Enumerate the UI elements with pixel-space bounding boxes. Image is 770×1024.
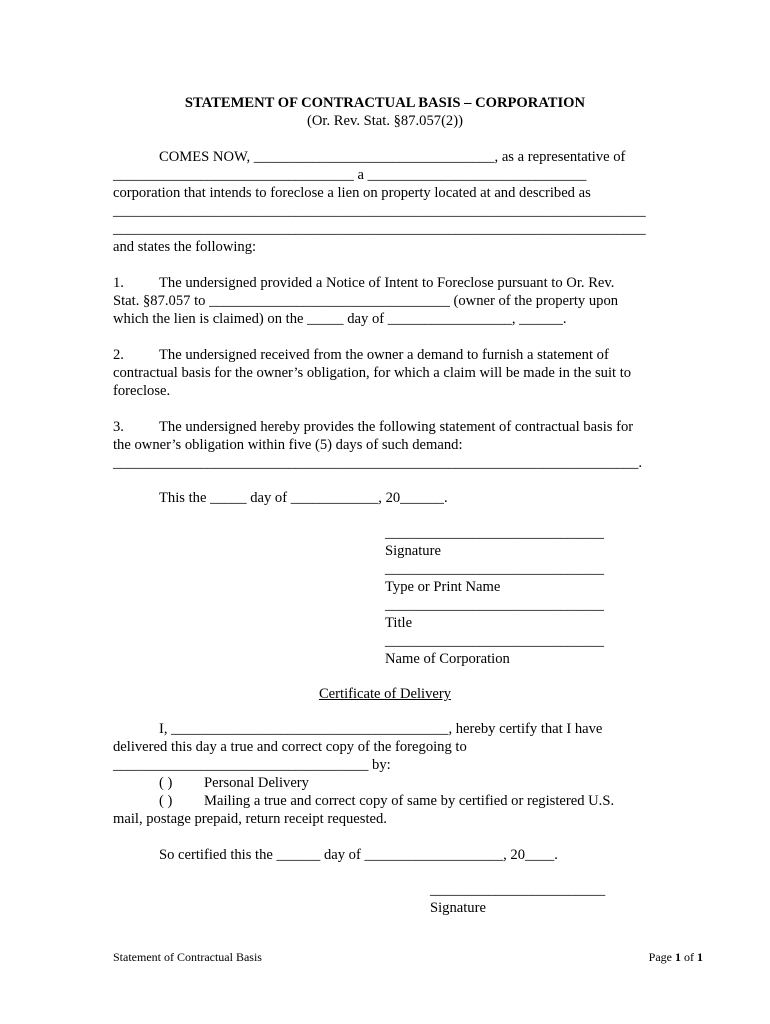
certificate-line-3: ___________________________________ by: bbox=[113, 757, 391, 773]
dated-line: This the _____ day of ____________, 20______. bbox=[159, 490, 448, 506]
option-2-line-1: Mailing a true and correct copy of same by certified or registered U.S. bbox=[204, 793, 615, 809]
item-2-line-1: The undersigned received from the owner a demand to furnish a statement of bbox=[159, 347, 609, 363]
certificate-signature-label: Signature bbox=[430, 900, 486, 916]
document-subtitle: (Or. Rev. Stat. §87.057(2)) bbox=[307, 113, 463, 129]
intro-line-6: and states the following: bbox=[113, 239, 257, 255]
item-2-number: 2. bbox=[113, 347, 124, 363]
title-label: Title bbox=[385, 615, 413, 631]
item-1-number: 1. bbox=[113, 275, 124, 291]
certified-line: So certified this the ______ day of ___________________, 20____. bbox=[159, 847, 558, 863]
intro-line-1: COMES NOW, _________________________________, as a representative of bbox=[159, 149, 626, 165]
corporation-label: Name of Corporation bbox=[385, 651, 510, 667]
item-3-number: 3. bbox=[113, 419, 124, 435]
certificate-heading: Certificate of Delivery bbox=[318, 686, 452, 702]
item-2-line-3: foreclose. bbox=[113, 383, 171, 399]
signature-blank: ______________________________ bbox=[385, 525, 604, 541]
page-of: of bbox=[681, 950, 697, 964]
item-2-line-2: contractual basis for the owner’s obligation, for which a claim will be made in the suit to bbox=[113, 365, 632, 381]
page-total: 1 bbox=[697, 950, 703, 964]
footer-document-name: Statement of Contractual Basis bbox=[113, 950, 262, 964]
certificate-line-1: I, ______________________________________, hereby certify that I have bbox=[159, 721, 603, 737]
intro-line-5: _________________________________________________________________________ bbox=[113, 221, 646, 237]
page-current: 1 bbox=[675, 950, 681, 964]
signature-label: Signature bbox=[385, 543, 441, 559]
intro-line-4: _________________________________________________________________________ bbox=[113, 203, 646, 219]
item-3-line-1: The undersigned hereby provides the following statement of contractual basis for bbox=[159, 419, 634, 435]
print-name-blank: ______________________________ bbox=[385, 561, 604, 577]
print-name-label: Type or Print Name bbox=[385, 579, 501, 595]
option-2-checkbox: ( ) bbox=[159, 793, 173, 809]
page-prefix: Page bbox=[648, 950, 675, 964]
item-1-line-3: which the lien is claimed) on the _____ day of _________________, ______. bbox=[113, 311, 567, 327]
item-3-line-3: ________________________________________________________________________. bbox=[113, 455, 643, 471]
item-1-line-2: Stat. §87.057 to _________________________________ (owner of the property upon bbox=[113, 293, 619, 309]
document-title: STATEMENT OF CONTRACTUAL BASIS – CORPORATION bbox=[184, 95, 586, 111]
option-1-label: Personal Delivery bbox=[204, 775, 309, 791]
option-2-line-2: mail, postage prepaid, return receipt requested. bbox=[113, 811, 387, 827]
footer-page-number bbox=[649, 948, 703, 966]
corporation-blank: ______________________________ bbox=[385, 633, 604, 649]
certificate-signature-blank: ________________________ bbox=[430, 882, 606, 898]
item-1-line-1: The undersigned provided a Notice of Intent to Foreclose pursuant to Or. Rev. bbox=[159, 275, 615, 291]
certificate-line-2: delivered this day a true and correct copy of the foregoing to bbox=[113, 739, 467, 755]
title-blank: ______________________________ bbox=[385, 597, 604, 613]
option-1-checkbox: ( ) bbox=[159, 775, 173, 791]
item-3-line-2: the owner’s obligation within five (5) days of such demand: bbox=[113, 437, 463, 453]
intro-line-3: corporation that intends to foreclose a lien on property located at and described as bbox=[113, 185, 591, 201]
intro-line-2: _________________________________ a ______________________________ bbox=[113, 167, 587, 183]
